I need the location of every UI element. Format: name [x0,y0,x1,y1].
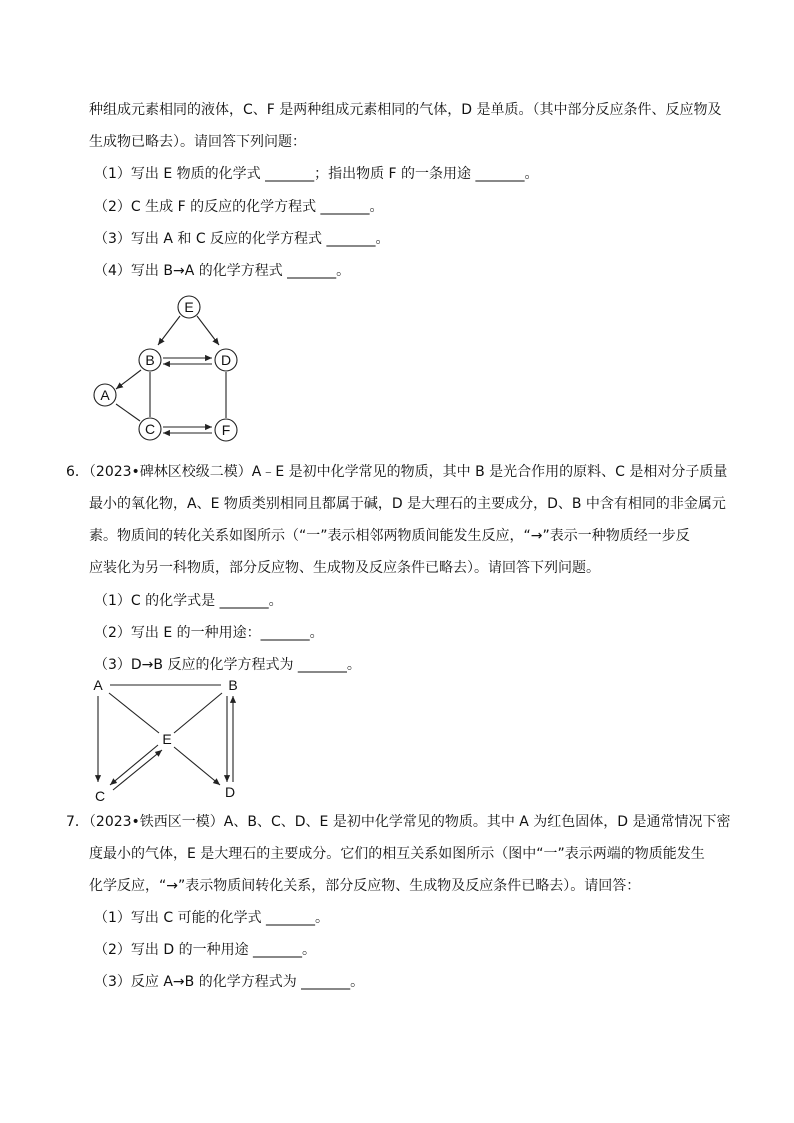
node-b: B [228,677,238,693]
q6-subquestion-1: （1）C 的化学式是 _______。 [94,593,283,609]
q5-subquestion-2: （2）C 生成 F 的反应的化学方程式 _______。 [94,199,384,215]
node-d: D [224,784,236,800]
edge-e-to-d [174,747,220,785]
q5-intro-line-1: 种组成元素相同的液体，C、F 是两种组成元素相同的气体，D 是单质。（其中部分反应条件、反应物及 [89,102,722,118]
svg-text:D: D [220,352,232,368]
q7-subquestion-1: （1）写出 C 可能的化学式 _______。 [94,910,330,926]
edge-e-b [174,693,222,733]
edge-e-to-c [110,745,158,785]
svg-text:F: F [221,422,231,438]
q7-line-3: 化学反应，“→”表示物质间转化关系，部分反应物、生成物及反应条件已略去）。请回答： [89,878,641,894]
edge-b-to-a [116,370,141,389]
q6-subquestion-2: （2）写出 E 的一种用途：_______。 [94,625,324,641]
q7-subquestion-2: （2）写出 D 的一种用途 _______。 [94,942,317,958]
edge-c-to-e [113,750,162,790]
node-b [139,349,161,371]
q7-line-2: 度最小的气体，E 是大理石的主要成分。它们的相互关系如图所示（图中“一”表示两端的物质能发生 [89,846,705,862]
edge-e-to-b [158,316,180,345]
svg-text:A: A [100,387,110,403]
q5-relationship-diagram [80,290,260,450]
node-a [94,384,116,406]
node-d [215,349,237,371]
edge-a-e [109,693,159,733]
q6-subquestion-3: （3）D→B 反应的化学方程式为 _______。 [94,657,361,673]
q7-line-1: 7．（2023•铁西区一模）A、B、C、D、E 是初中化学常见的物质。其中 A 为红色固体，D 是通常情况下密 [66,814,731,830]
q7-subquestion-3: （3）反应 A→B 的化学方程式为 _______。 [94,974,365,990]
edge-e-to-d [197,316,219,345]
node-e [178,296,200,318]
edge-a-c [116,404,140,421]
node-a: A [93,677,103,693]
q6-line-3: 素。物质间的转化关系如图所示（“一”表示相邻两物质间能发生反应，“→”表示一种物质经一步反 [89,528,690,544]
q5-intro-line-2: 生成物已略去）。请回答下列问题： [89,134,306,150]
q5-subquestion-3: （3）写出 A 和 C 反应的化学方程式 _______。 [94,231,390,247]
node-f [215,419,237,441]
q6-relationship-diagram [88,676,248,804]
q6-line-1: 6．（2023•碑林区校级二模）A﹣E 是初中化学常见的物质，其中 B 是光合作用的原料、C 是相对分子质量 [66,464,728,480]
svg-text:C: C [144,421,156,437]
svg-text:B: B [145,352,155,368]
q5-subquestion-4: （4）写出 B→A 的化学方程式 _______。 [94,263,351,279]
q6-line-2: 最小的氧化物，A、E 物质类别相同且都属于碱，D 是大理石的主要成分，D、B 中含有相同的非金属元 [89,496,726,512]
node-c [139,418,161,440]
q5-subquestion-1: （1）写出 E 物质的化学式 _______；指出物质 F 的一条用途 _______。 [94,166,539,182]
node-e: E [162,731,172,747]
svg-text:E: E [184,299,194,315]
node-c: C [94,788,106,804]
q6-line-4: 应装化为另一科物质，部分反应物、生成物及反应条件已略去）。请回答下列问题。 [89,560,600,576]
